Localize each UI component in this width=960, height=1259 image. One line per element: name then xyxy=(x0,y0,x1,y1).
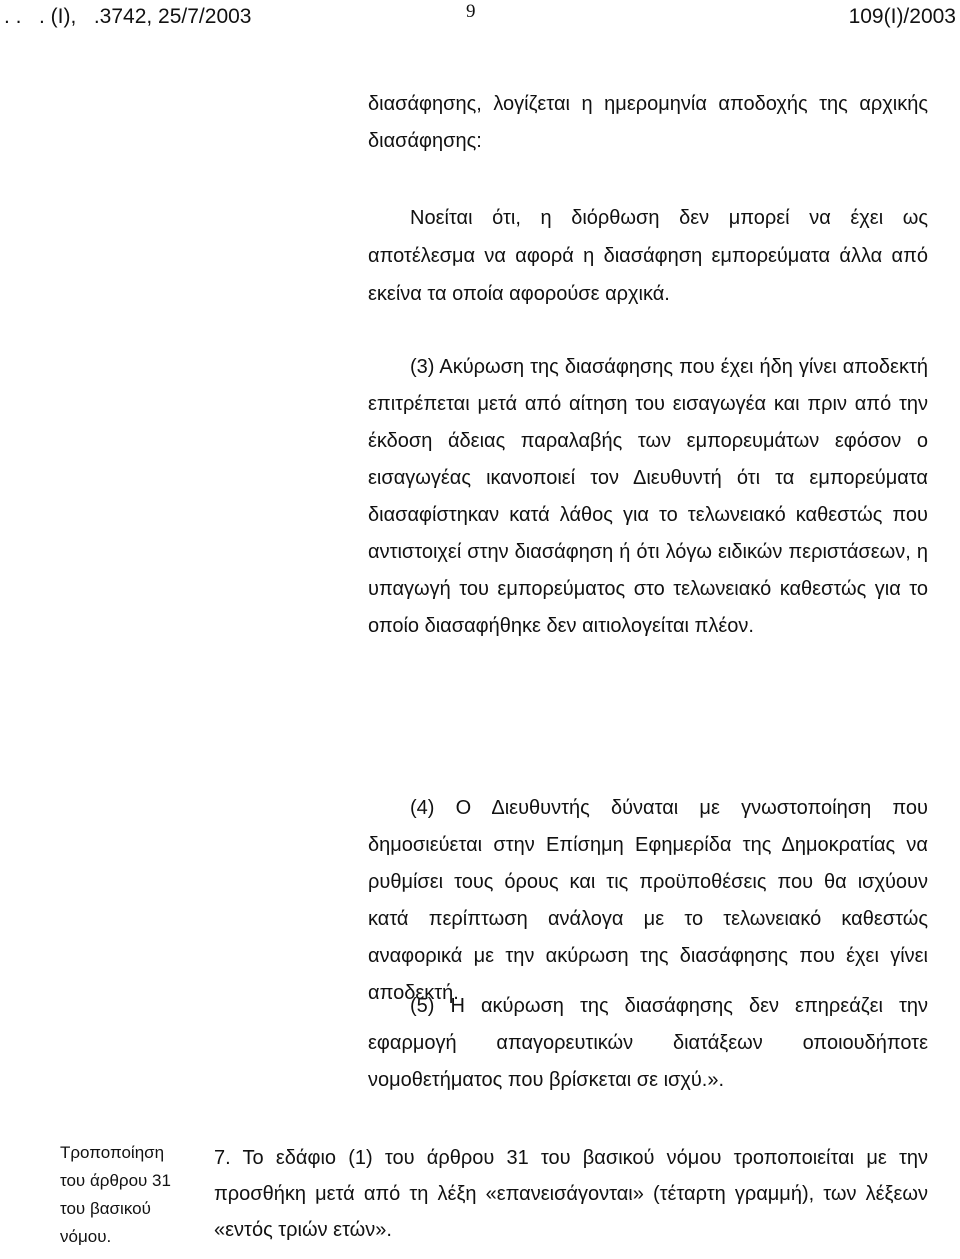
paragraph-continuation: διασάφησης, λογίζεται η ημερομηνία αποδοχής της αρχικής διασάφησης: xyxy=(368,93,928,152)
paragraph-proviso: Νοείται ότι, η διόρθωση δεν μπορεί να έχει ως αποτέλεσμα να αφορά η διασάφηση εμπορεύματα άλλα από εκείνα τα οποία αφορούσε αρχικά. xyxy=(368,207,928,305)
page-number: 9 xyxy=(466,1,476,22)
article-7: 7. Το εδάφιο (1) του άρθρου 31 του βασικού νόμου τροποποιείται με την προσθήκη μετά από τη λέξη «επανεισάγονται» (τέταρτη γραμμή), των λέξεων «εντός τριών ετών». xyxy=(214,1147,928,1241)
paragraph-5: (5) Η ακύρωση της διασάφησης δεν επηρεάζει την εφαρμογή απαγορευτικών διατάξεων οποιουδήποτε νομοθετήματος που βρίσκεται σε ισχύ.». xyxy=(368,995,928,1091)
header-reference: . . . (Ι), .3742, 25/7/2003 xyxy=(4,5,252,28)
margin-note: Τροποποίηση του άρθρου 31 του βασικού νόμου. xyxy=(60,1143,171,1246)
paragraph-3: (3) Ακύρωση της διασάφησης που έχει ήδη γίνει αποδεκτή επιτρέπεται μετά από αίτηση του εισαγωγέα και πριν από την έκδοση άδειας παραλαβής των εμπορευμάτων εφόσον ο εισαγωγέας ικανοποιεί τον Διευθυντή ότι τα εμπορεύματα διασαφίστηκαν κατά λάθος για το τελωνειακό καθεστώς που αντιστοιχεί στην διασάφηση ή ότι λόγω ειδικών περιστάσεων, η υπαγωγή του εμπορεύματος στο τελωνειακό καθεστώς για το οποίο διασαφήθηκε δεν αιτιολογείται πλέον. xyxy=(368,356,928,637)
law-number: 109(Ι)/2003 xyxy=(848,5,956,28)
paragraph-4: (4) Ο Διευθυντής δύναται με γνωστοποίηση που δημοσιεύεται στην Επίσημη Εφημερίδα της Δημοκρατίας να ρυθμίσει τους όρους και τις προϋποθέσεις που θα ισχύουν κατά περίπτωση ανάλογα με το τελωνειακό καθεστώς αναφορικά με την ακύρωση της διασάφησης που έχει γίνει αποδεκτή. xyxy=(368,797,928,1004)
